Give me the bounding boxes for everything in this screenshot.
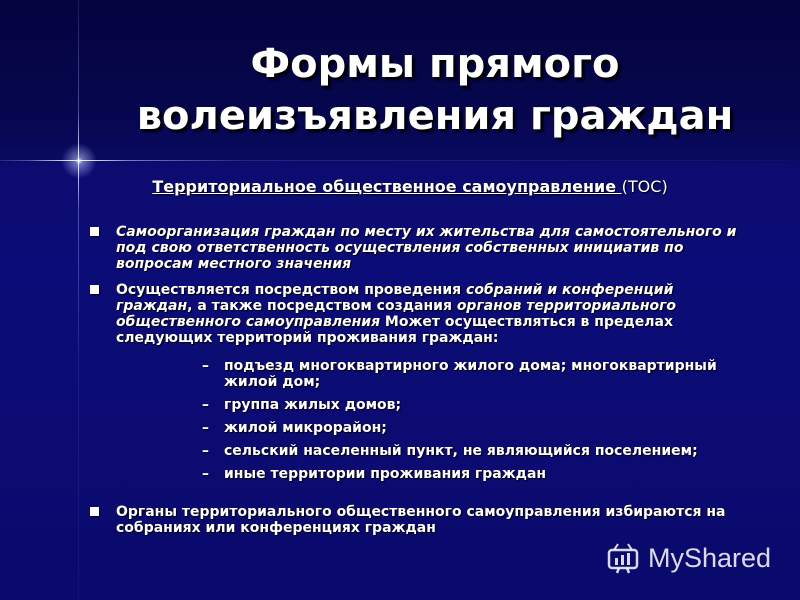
title-line-1: Формы прямого — [250, 41, 620, 87]
bullet-text-part: Осуществляется посредством проведения — [116, 282, 467, 298]
subtitle-main: Территориальное общественное самоуправление — [152, 177, 622, 196]
dash-bullet: – — [202, 466, 209, 482]
bullet-item — [90, 504, 750, 536]
sub-list-item — [90, 466, 750, 482]
watermark-text: MyShared — [648, 542, 772, 573]
bullet-item — [90, 282, 750, 346]
bullet-text-italic: собраний и конференций граждан — [116, 282, 674, 314]
sub-item-text: сельский населенный пункт, не являющийся поселением; — [224, 443, 698, 459]
bullet-text: Органы территориального общественного самоуправления избираются на собраниях или конференциях граждан — [116, 504, 726, 536]
sub-item-text: иные территории проживания граждан — [224, 466, 547, 482]
vertical-accent-line — [78, 0, 79, 600]
flare-horizontal-ray — [30, 160, 128, 161]
bullet-text: Самоорганизация граждан по месту их жительства для самостоятельного и под свою ответственность осуществления собственных инициатив по вопросам местного значения — [116, 224, 737, 272]
dash-bullet: – — [202, 420, 209, 436]
subtitle-abbreviation: (ТОС) — [621, 177, 668, 196]
sub-item-text: группа жилых домов; — [224, 397, 402, 413]
slide-subtitle — [60, 176, 760, 198]
sub-list-item — [90, 420, 750, 436]
sub-item-text: подъезд многоквартирного жилого дома; многоквартирный жилой дом; — [224, 358, 717, 390]
bullet-text-part: , а также посредством создания — [187, 298, 457, 314]
square-bullet-icon — [90, 507, 99, 516]
dash-bullet: – — [202, 443, 209, 459]
sub-list-item — [90, 397, 750, 413]
title-line-2: волеизъявления граждан — [136, 93, 734, 139]
square-bullet-icon — [90, 285, 99, 294]
slide-title — [110, 38, 760, 142]
sub-list-item — [90, 443, 750, 459]
slide-content — [90, 224, 750, 536]
bullet-text-part: Может осуществляться в пределах следующих территорий проживания граждан: — [116, 314, 674, 346]
dash-bullet: – — [202, 358, 209, 374]
dash-bullet: – — [202, 397, 209, 413]
bullet-item — [90, 224, 750, 272]
sub-item-text: жилой микрорайон; — [224, 420, 387, 436]
sub-list-item — [90, 358, 750, 390]
square-bullet-icon — [90, 227, 99, 236]
bullet-text-italic: органов территориального общественного самоуправления — [116, 298, 677, 330]
myshared-logo-icon — [606, 541, 640, 575]
myshared-watermark[interactable] — [606, 538, 786, 578]
